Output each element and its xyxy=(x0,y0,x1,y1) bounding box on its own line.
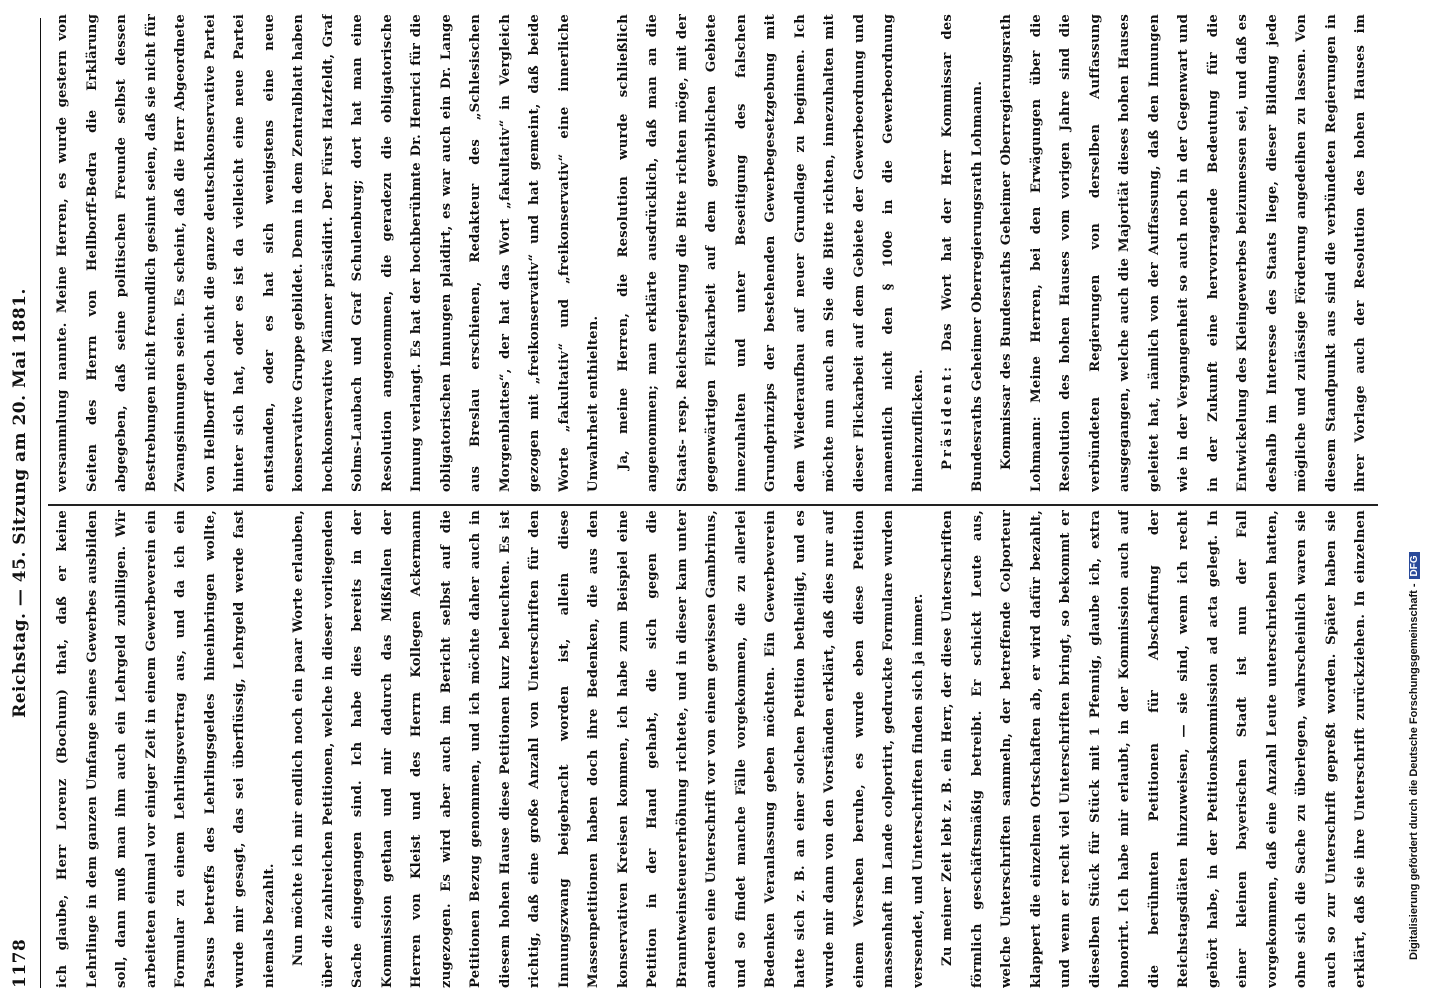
left-paragraph-3: Zu meiner Zeit lebt z. B. ein Herr, der diese Unterschriften förmlich geschäftsmäßig betreibt. Er schickt Leute aus, welche Unterschriften sammeln, der betreffende Colporteur klappert die einzelnen Ortschaften ab, er wird dafür bezahlt, und wenn er recht viel Unterschriften bringt, so bekommt er dieselben Stück für Stück mit 1 Pfennig, glaube ich, extra honorirt. Ich habe mir erlaubt, in der Kommission auch auf die berühmten Petitionen für Abschaffung der Reichstagsdiäten hinzuweisen, — sie sind, wenn ich recht gehört habe, in der Petitionskommission ad acta gelegt. In einer kleinen bayerischen Stadt ist nun der Fall vorgekommen, daß eine Anzahl Leute unterschrieben hatten, ohne sich die Sache zu überlegen, wahrscheinlich waren sie auch so zur Unterschrift gepreßt worden. Später haben sie erklärt, daß sie ihre Unterschrift zurückziehen. In einzelnen xyxy=(940,510,1368,988)
column-divider xyxy=(48,505,1378,507)
president-label: Präsident: xyxy=(940,363,955,470)
president-text: Das Wort hat der Herr Kommissar des Bundesraths Geheimer Oberregierungsrath Lohmann. xyxy=(940,14,985,492)
running-header xyxy=(4,18,41,988)
funding-note-text: Digitalisierung gefördert durch die Deutsche Forschungsgemeinschaft - xyxy=(1408,583,1420,960)
dfg-logo: DFG xyxy=(1409,552,1420,579)
president-statement xyxy=(933,14,992,492)
page-number: 1178 xyxy=(10,938,30,988)
left-paragraph-2: Nun möchte ich mir endlich noch ein paar Worte erlauben, über die zahlreichen Petitionen, welche in dieser vorliegenden Sache eingegangen sind. Ich habe dies bereits in der Kommission gethan und mir dadurch das Mißfallen der Herren von Kleist und des Herrn Kollegen Ackermann zugezogen. Es wird aber auch im Bericht selbst auf die Petitionen Bezug genommen, und ich möchte daher auch in diesem hohen Hause diese Petitionen kurz beleuchten. Es ist richtig, daß eine große Anzahl von Unterschriften für den Innungszwang beigebracht worden ist, allein diese Massenpetitionen haben doch ihre Bedenken, die aus den konservativen Kreisen kommen, ich habe zum Beispiel eine Petition in der Hand gehabt, die sich gegen die Branntweinsteuererhöhung richtete, und in dieser kam unter anderen eine Unterschrift vor von einem gewissen Gambrinus, und so findet manche Fälle vorgekommen, die zu allerlei Bedenken Veranlassung geben möchten. Ein Gewerbeverein hatte sich z. B. an einer solchen Petition betheiligt, und es wurde mir dann von den Vorständen erklärt, daß dies nur auf einem Versehen beruhe, es wurde eben diese Petition massenhaft im Lande colportirt, gedruckte Formulare wurden versendet, und Unterschriften finden sich ja immer. xyxy=(291,510,926,988)
running-title: Reichstag. — 45. Sitzung am 20. Mai 1881. xyxy=(10,288,30,718)
funding-note xyxy=(1408,0,1428,1000)
commissioner-statement xyxy=(992,14,1378,492)
commissioner-intro: Kommissar des Bundesraths Geheimer Oberregierungsrath Lohmann: xyxy=(999,14,1044,492)
commissioner-text: Meine Herren, bei den Erwägungen über die Resolution des hohen Hauses vom vorigen Jahre sind die verbündeten Regierungen von derselben Auffassung ausgegangen, welche auch die Majorität dieses hohen Hauses geleitet hat, nämlich von der Auffassung, daß den Innungen wie in der Vergangenheit so auch noch in der Gegenwart und in der Zukunft eine hervorragende Bedeutung für die Entwickelung des Kleingewerbes beizumessen sei, und daß es deshalb im Interesse des Staats liege, dieser Bildung jede mögliche und zulässige Förderung angedeihen zu lassen. Von diesem Standpunkt aus sind die verbündeten Regierungen in ihrer Vorlage auch der Resolution des hohen Hauses im xyxy=(1028,14,1368,492)
right-column xyxy=(48,14,1378,492)
right-paragraph-2: Ja, meine Herren, die Resolution wurde schließlich angenommen; man erklärte ausdrücklich, daß man an die Staats- resp. Reichsregierung die Bitte richten möge, mit der gegenwärtigen Flickarbeit auf dem gewerblichen Gebiete innezuhalten und unter Beseitigung des falschen Grundprinzips der bestehenden Gewerbegesetzgebung mit dem Wiederaufbau auf neuer Grundlage zu beginnen. Ich möchte nun auch an Sie die Bitte richten, innezuhalten mit dieser Flickarbeit auf dem Gebiete der Gewerbeordnung und namentlich nicht den § 100e in die Gewerbeordnung hineinzuflicken. xyxy=(615,14,926,492)
right-paragraph-1: versammlung nannte. Meine Herren, es wurde gestern von Seiten des Herrn von Hellborff-Bedra die Erklärung abgegeben, daß seine politischen Freunde selbst dessen Bestrebungen nicht freundlich gesinnt seien, daß sie nicht für Zwangsinnungen seien. Es scheint, daß die Herr Abgeordnete von Hellborff doch nicht die ganze deutschkonservative Partei hinter sich hat, oder es ist da vielleicht eine neue Partei entstanden, oder es hat sich wenigstens eine neue konservative Gruppe gebildet. Denn in dem Zentralblatt haben hochkonservative Männer präsidirt. Der Fürst Hatzfeldt, Graf Solms-Laubach und Graf Schulenburg; dort hat man eine Resolution angenommen, die geradezu die obligatorische Innung verlangt. Es hat der hochberühmte Dr. Henrici für die obligatorischen Innungen plaidirt, es war auch ein Dr. Lange aus Breslau erschienen, Redakteur des „Schlesischen Morgenblattes“, der hat das Wort „fakultativ“ in Vergleich gezogen mit „freikonservativ“ und hat gemeint, daß beide Worte „fakultativ“ und „freikonservativ“ eine innerliche Unwahrheit enthielten. xyxy=(55,14,601,492)
left-column xyxy=(48,510,1378,988)
digitization-sidebar xyxy=(1406,0,1428,1000)
left-paragraph-1: ich glaube, Herr Lorenz (Bochum) that, daß er keine Lehrlinge in dem ganzen Umfange seines Gewerbes ausbilden soll, dann muß man ihm auch ein Lehrgeld zubilligen. Wir arbeiteten einmal vor einiger Zeit in einem Gewerbeverein ein Formular zu einem Lehrlingsvertrag aus, und da ich ein Passus betreffs des Lehrlingsgeldes hineinbringen wollte, wurde mir gesagt, das sei überflüssig, Lehrgeld werde fast niemals bezahlt. xyxy=(55,510,277,988)
